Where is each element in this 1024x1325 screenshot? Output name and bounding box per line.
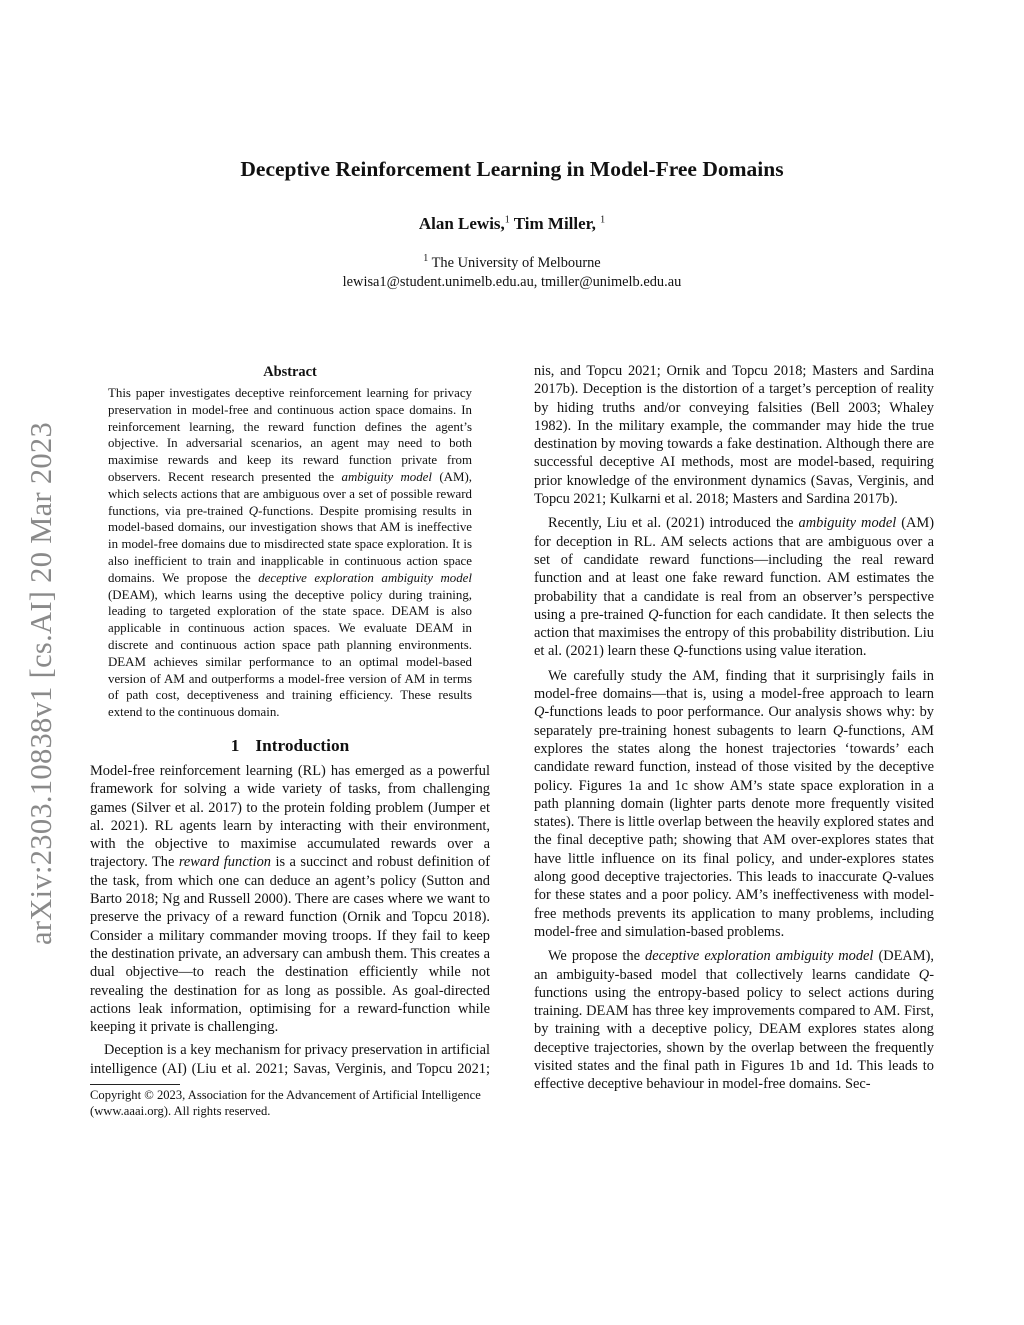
- paragraph-text: We carefully study the AM, finding that it surprisingly fails in model-free domains—that is, using a model-free approach to learn: [534, 667, 934, 703]
- author-emails: lewisa1@student.unimelb.edu.au, tmiller@unimelb.edu.au: [342, 273, 682, 290]
- affiliation-line: [90, 249, 934, 273]
- math-symbol: Q: [673, 643, 684, 660]
- intro-paragraph-2-continued: nis, and Topcu 2021; Ornik and Topcu 2018; Masters and Sardina 2017b). Deception is the distortion of a target’s perception of reality by hiding truths and/or conveying falsities (Bell 2003; Whaley 1982). In the military example, the commander may hide the true destination by moving towards a fake destination. Although there are successful deceptive AI methods, most are model-based, requiring prior knowledge of the environment dynamics (Savas, Verginis, and Topcu 2021; Kulkarni et al. 2018; Masters and Sardina 2017b).: [534, 363, 934, 508]
- intro-paragraph-3: [534, 514, 934, 660]
- affiliation-block: [90, 249, 934, 292]
- abstract-text-part: (AM), which selects actions that are ambiguous over a set of possible reward functions, via pre-trained: [108, 469, 472, 518]
- intro-paragraph-1: [90, 762, 490, 1036]
- section-number: 1: [230, 735, 240, 755]
- math-symbol: Q: [882, 869, 893, 886]
- paragraph-text: -functions using value iteration.: [683, 643, 867, 660]
- paragraph-text: Recently, Liu et al. (2021) introduced the: [548, 515, 794, 532]
- abstract-heading: Abstract: [263, 364, 317, 380]
- affiliation-mark: 1: [423, 253, 429, 264]
- paragraph-text: -function for each candidate. It then selects the action that maximises the entropy of this probability distribution. Liu et al. (2021) learn these: [534, 606, 934, 660]
- affiliation-name: The University of Melbourne: [431, 254, 601, 271]
- emphasis-text: ambiguity model: [798, 515, 897, 532]
- paper-title: Deceptive Reinforcement Learning in Model-Free Domains: [240, 157, 784, 181]
- copyright-footnote: Copyright © 2023, Association for the Advancement of Artificial Intelligence (www.aaai.org). All rights reserved.: [90, 1087, 481, 1118]
- author-name: Tim Miller,: [513, 214, 596, 233]
- section-title: Introduction: [255, 735, 350, 755]
- paragraph-text: (AM) for deception in RL. AM selects actions that are ambiguous over a set of candidate reward functions—including the real reward function and at least one fake reward function. AM estimates the probability that a candidate is real from an observer’s perspective using a pre-trained: [534, 515, 934, 623]
- paragraph-text: We propose the: [548, 948, 640, 965]
- arxiv-identifier-sidebar: arXiv:2303.10838v1 [cs.AI] 20 Mar 2023: [24, 421, 58, 945]
- paragraph-text: -functions, AM explores the states along the honest trajectories ‘towards’ each candidate reward function, instead of those visited by the deceptive policy. Figures 1a and 1c show AM’s state space exploration in a path planning domain (lighter parts denote more frequently visited states). There is little overlap between the heavily explored states and the final deceptive path; showing that AM over-explores states that have little influence on its final policy, and under-explores states along good deceptive trajectories. This leads to inaccurate: [534, 722, 934, 886]
- author-list: [90, 214, 934, 234]
- intro-paragraph-5: [534, 947, 934, 1093]
- math-symbol: Q: [832, 722, 844, 739]
- right-column: [534, 362, 934, 1094]
- paragraph-text: Model-free reinforcement learning (RL) has emerged as a powerful framework for solving a wide variety of tasks, from challenging games (Silver et al. 2017) to the protein folding problem (Jumper et al. 2021). RL agents learn by interacting with their environment, with the objective to maximise accumulated rewards over a trajectory. The: [90, 762, 490, 871]
- paragraph-text: -functions leads to poor performance. Our analysis shows why: by separately pre-training honest subagents to learn: [534, 704, 934, 739]
- paragraph-text: (DEAM), an ambiguity-based model that collectively learns candidate: [534, 948, 934, 983]
- author-affiliation-mark: 1: [504, 214, 510, 226]
- math-symbol: Q: [918, 966, 930, 983]
- math-symbol: Q: [534, 704, 545, 721]
- abstract-emphasis: ambiguity model: [341, 469, 432, 484]
- footnote-divider: [90, 1084, 180, 1085]
- author-affiliation-mark: 1: [600, 214, 606, 226]
- abstract-text: [108, 385, 472, 721]
- math-symbol: Q: [648, 606, 659, 623]
- paragraph-text: -values for these states and a poor policy. AM’s ineffectiveness with model-free methods prevents its application to many problems, including model-free and simulation-based problems.: [534, 869, 934, 940]
- section-heading-introduction: [90, 735, 490, 757]
- abstract-emphasis: deceptive exploration ambiguity model: [258, 570, 472, 585]
- author-name: Alan Lewis,: [418, 214, 505, 233]
- abstract-text-part: (DEAM), which learns using the deceptive policy during training, leading to targeted exploration of the state space. DEAM is also applicable in continuous action spaces. We evaluate DEAM in discrete and continuous action space path planning environments. DEAM achieves similar performance to an optimal model-based version of AM and outperforms a model-free version of AM in terms of path cost, deceptiveness and training efficiency. These results extend to the continuous domain.: [108, 587, 472, 720]
- abstract-text-part: -functions. Despite promising results in model-based domains, our investigation shows that AM is ineffective in model-free domains due to misdirected state space exploration. It is also inefficient to train and inapplicable in continuous action space domains. We propose the: [108, 503, 472, 585]
- paragraph-text: is a succinct and robust definition of the task, from which one can deduce an agent’s policy (Sutton and Barto 2018; Ng and Russell 2000). There are cases where we want to preserve the privacy of a reward function (Ornik and Topcu 2018). Consider a military commander moving troops. If they fail to keep the destination private, an adversary can ambush them. This creates a dual objective—to reach the destination efficiently while not revealing the destination for as long as possible. As goal-directed actions leak information, optimising for a reward-function while keeping it private is challenging.: [90, 854, 491, 1036]
- intro-paragraph-4: [534, 667, 934, 941]
- emphasis-text: reward function: [178, 854, 271, 871]
- left-column: [90, 362, 490, 1119]
- emphasis-text: deceptive exploration ambiguity model: [645, 948, 874, 965]
- intro-paragraph-2: Deception is a key mechanism for privacy preservation in artificial intelligence (AI) (Liu et al. 2021; Savas, Verginis, and Topcu 2021;: [90, 1042, 490, 1077]
- math-symbol: Q: [248, 503, 259, 518]
- abstract-text-part: This paper investigates deceptive reinforcement learning for privacy preservation in model-free and continuous action space domains. In reinforcement learning, the reward function defines the agent’s objective. In adversarial scenarios, an agent may need to both maximise rewards and keep its reward function private from observers. Recent research presented the: [108, 386, 472, 484]
- paragraph-text: -functions using the entropy-based policy to select actions during training. DEAM has three key improvements compared to AM. First, by training with a deceptive policy, DEAM explores states along deceptive trajectories, shown by the overlap between the frequently visited states and the final path in Figures 1b and 1d. This leads to effective deceptive behaviour in model-free domains. Sec-: [534, 966, 934, 1093]
